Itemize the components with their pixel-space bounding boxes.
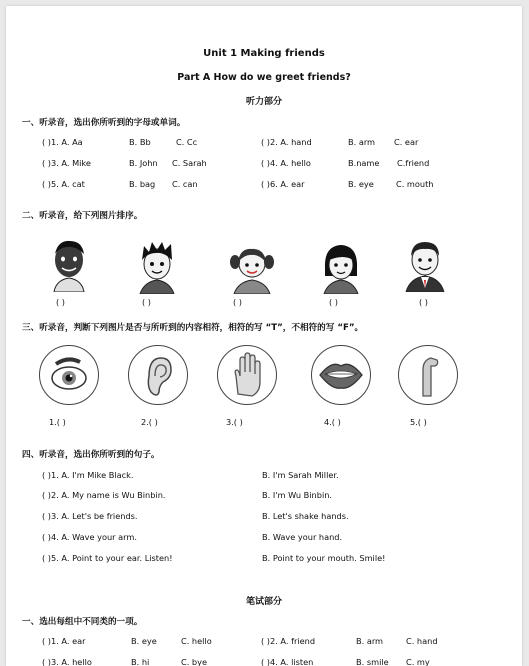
s5-item1-a: ( )1. A. ear [42, 636, 86, 646]
eye-icon [40, 346, 98, 404]
s1-item3-b: B. John [129, 158, 158, 168]
s1-item1-b: B. Bb [129, 137, 151, 147]
s5-item2-c: C. hand [406, 636, 438, 646]
judge-blank-4[interactable]: 4.( ) [324, 417, 341, 427]
s1-item6-a: ( )6. A. ear [261, 179, 305, 189]
s5-item2-a: ( )2. A. friend [261, 636, 316, 646]
s1-item4-a: ( )4. A. hello [261, 158, 311, 168]
section4-heading: 四、听录音，选出你所听到的句子。 [22, 450, 160, 460]
s5-item1-b: B. eye [131, 636, 157, 646]
s1-item5-c: C. can [172, 179, 198, 189]
judge-blank-5[interactable]: 5.( ) [410, 417, 427, 427]
ear-picture [128, 345, 188, 405]
s4-item5-a: ( )5. A. Point to your ear. Listen! [42, 553, 173, 563]
mouth-picture [311, 345, 371, 405]
s1-item2-a: ( )2. A. hand [261, 137, 312, 147]
mouth-icon [312, 346, 370, 404]
section5-heading: 一、选出每组中不同类的一项。 [22, 617, 143, 627]
girl-face-1-icon [228, 242, 276, 294]
judge-blank-3[interactable]: 3.( ) [226, 417, 243, 427]
s1-item6-c: C. mouth [396, 179, 434, 189]
boy-face-1-icon [46, 236, 92, 292]
section1-heading: 一、听录音，选出你所听到的字母或单词。 [22, 118, 186, 128]
hand-picture [217, 345, 277, 405]
hand-icon [218, 346, 276, 404]
s1-item2-c: C. ear [394, 137, 419, 147]
worksheet-page [6, 6, 522, 666]
s4-item3-b: B. Let's shake hands. [262, 511, 349, 521]
order-blank-3[interactable]: ( ) [233, 297, 242, 307]
s5-item2-b: B. arm [356, 636, 384, 646]
page-title: Unit 1 Making friends [203, 48, 325, 59]
boy-face-3-icon [402, 236, 448, 292]
s4-item1-a: ( )1. A. I'm Mike Black. [42, 470, 134, 480]
s4-item4-a: ( )4. A. Wave your arm. [42, 532, 137, 542]
section3-heading: 三、听录音，判断下列图片是否与所听到的内容相符，相符的写 “T”，不相符的写 “F”。 [22, 323, 364, 333]
s4-item3-a: ( )3. A. Let's be friends. [42, 511, 138, 521]
s5-item3-c: C. bye [181, 657, 208, 666]
s4-item5-b: B. Point to your mouth. Smile! [262, 553, 386, 563]
s1-item4-c: C.friend [397, 158, 430, 168]
s4-item2-b: B. I'm Wu Binbin. [262, 490, 333, 500]
arm-picture [398, 345, 458, 405]
order-blank-1[interactable]: ( ) [56, 297, 65, 307]
order-blank-5[interactable]: ( ) [419, 297, 428, 307]
s4-item1-b: B. I'm Sarah Miller. [262, 470, 339, 480]
s1-item5-a: ( )5. A. cat [42, 179, 85, 189]
s5-item4-c: C. my [406, 657, 430, 666]
boy-face-2-icon [134, 238, 180, 294]
order-blank-2[interactable]: ( ) [142, 297, 151, 307]
s1-item1-c: C. Cc [176, 137, 198, 147]
judge-blank-1[interactable]: 1.( ) [49, 417, 66, 427]
s5-item1-c: C. hello [181, 636, 212, 646]
s1-item3-c: C. Sarah [172, 158, 207, 168]
arm-icon [399, 346, 457, 404]
s5-item4-a: ( )4. A. listen [261, 657, 314, 666]
judge-blank-2[interactable]: 2.( ) [141, 417, 158, 427]
written-heading: 笔试部分 [245, 597, 282, 607]
s4-item4-b: B. Wave your hand. [262, 532, 343, 542]
s1-item1-a: ( )1. A. Aa [42, 137, 83, 147]
s1-item2-b: B. arm [348, 137, 376, 147]
section2-heading: 二、听录音，给下列图片排序。 [22, 211, 143, 221]
eye-picture [39, 345, 99, 405]
order-blank-4[interactable]: ( ) [329, 297, 338, 307]
page-subtitle: Part A How do we greet friends? [177, 72, 351, 83]
s1-item6-b: B. eye [348, 179, 374, 189]
s5-item4-b: B. smile [356, 657, 389, 666]
s5-item3-b: B. hi [131, 657, 150, 666]
s1-item4-b: B.name [348, 158, 380, 168]
listening-heading: 听力部分 [245, 97, 282, 107]
s4-item2-a: ( )2. A. My name is Wu Binbin. [42, 490, 166, 500]
girl-face-2-icon [318, 240, 364, 294]
ear-icon [129, 346, 187, 404]
s1-item5-b: B. bag [129, 179, 156, 189]
s5-item3-a: ( )3. A. hello [42, 657, 92, 666]
s1-item3-a: ( )3. A. Mike [42, 158, 91, 168]
